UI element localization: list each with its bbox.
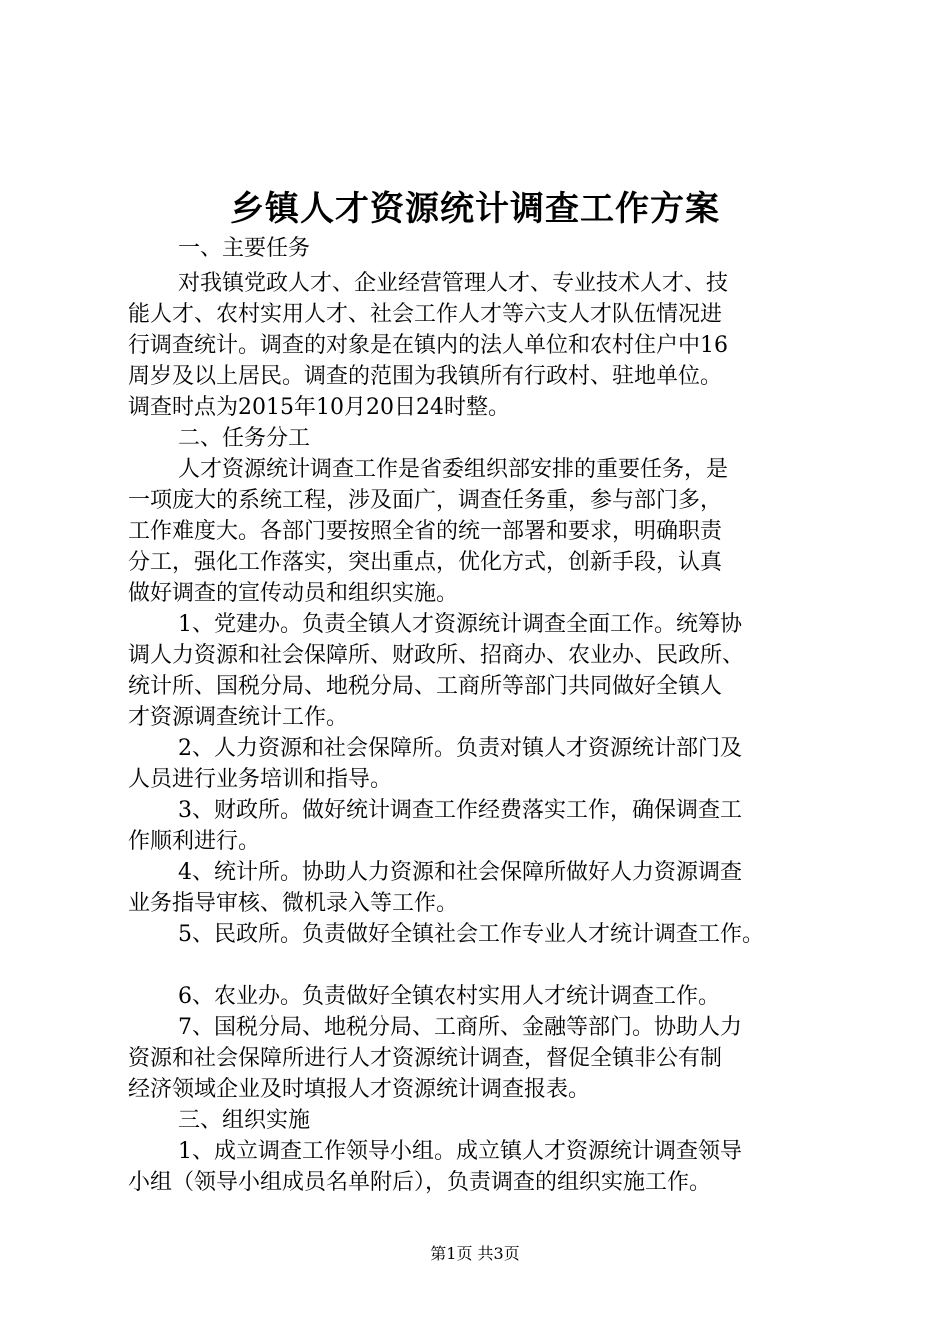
list-item-1: 1、党建办。负责全镇人才资源统计调查全面工作。统筹协	[178, 612, 742, 637]
paragraph-line: 调人力资源和社会保障所、财政所、招商办、农业办、民政所、	[128, 643, 745, 668]
paragraph-line: 对我镇党政人才、企业经营管理人才、专业技术人才、技	[178, 271, 729, 296]
paragraph-line: 业务指导审核、微机录入等工作。	[128, 891, 459, 916]
paragraph-line: 行调查统计。调查的对象是在镇内的法人单位和农村住户中16	[128, 333, 728, 358]
list-item-5: 5、民政所。负责做好全镇社会工作专业人才统计调查工作。	[178, 922, 764, 947]
list-item-8: 1、成立调查工作领导小组。成立镇人才资源统计调查领导	[178, 1139, 742, 1164]
paragraph-line: 做好调查的宣传动员和组织实施。	[128, 581, 459, 606]
paragraph-line: 资源和社会保障所进行人才资源统计调查，督促全镇非公有制	[128, 1046, 723, 1071]
list-item-3: 3、财政所。做好统计调查工作经费落实工作，确保调查工	[178, 798, 742, 823]
paragraph-line: 能人才、农村实用人才、社会工作人才等六支人才队伍情况进	[128, 302, 723, 327]
paragraph-line: 统计所、国税分局、地税分局、工商所等部门共同做好全镇人	[128, 674, 723, 699]
paragraph-line: 调查时点为2015年10月20日24时整。	[128, 395, 510, 420]
list-item-2: 2、人力资源和社会保障所。负责对镇人才资源统计部门及	[178, 736, 742, 761]
list-item-7: 7、国税分局、地税分局、工商所、金融等部门。协助人力	[178, 1015, 742, 1040]
section-heading-1: 一、主要任务	[178, 236, 311, 261]
document-title: 乡镇人才资源统计调查工作方案	[230, 189, 720, 229]
paragraph-line: 一项庞大的系统工程，涉及面广，调查任务重，参与部门多，	[128, 488, 723, 513]
paragraph-line: 小组（领导小组成员名单附后），负责调查的组织实施工作。	[128, 1170, 712, 1195]
paragraph-line: 才资源调查统计工作。	[128, 705, 349, 730]
paragraph-line: 工作难度大。各部门要按照全省的统一部署和要求，明确职责	[128, 519, 723, 544]
paragraph-line: 周岁及以上居民。调查的范围为我镇所有行政村、驻地单位。	[128, 364, 723, 389]
list-item-6: 6、农业办。负责做好全镇农村实用人才统计调查工作。	[178, 984, 720, 1009]
page-footer: 第1页 共3页	[430, 1244, 520, 1263]
paragraph-line: 人才资源统计调查工作是省委组织部安排的重要任务，是	[178, 457, 729, 482]
paragraph-line: 经济领域企业及时填报人才资源统计调查报表。	[128, 1077, 591, 1102]
section-heading-2: 二、任务分工	[178, 426, 311, 451]
paragraph-line: 作顺利进行。	[128, 829, 261, 854]
paragraph-line: 人员进行业务培训和指导。	[128, 767, 393, 792]
section-heading-3: 三、组织实施	[178, 1108, 311, 1133]
list-item-4: 4、统计所。协助人力资源和社会保障所做好人力资源调查	[178, 860, 742, 885]
paragraph-line: 分工，强化工作落实，突出重点，优化方式，创新手段，认真	[128, 550, 723, 575]
